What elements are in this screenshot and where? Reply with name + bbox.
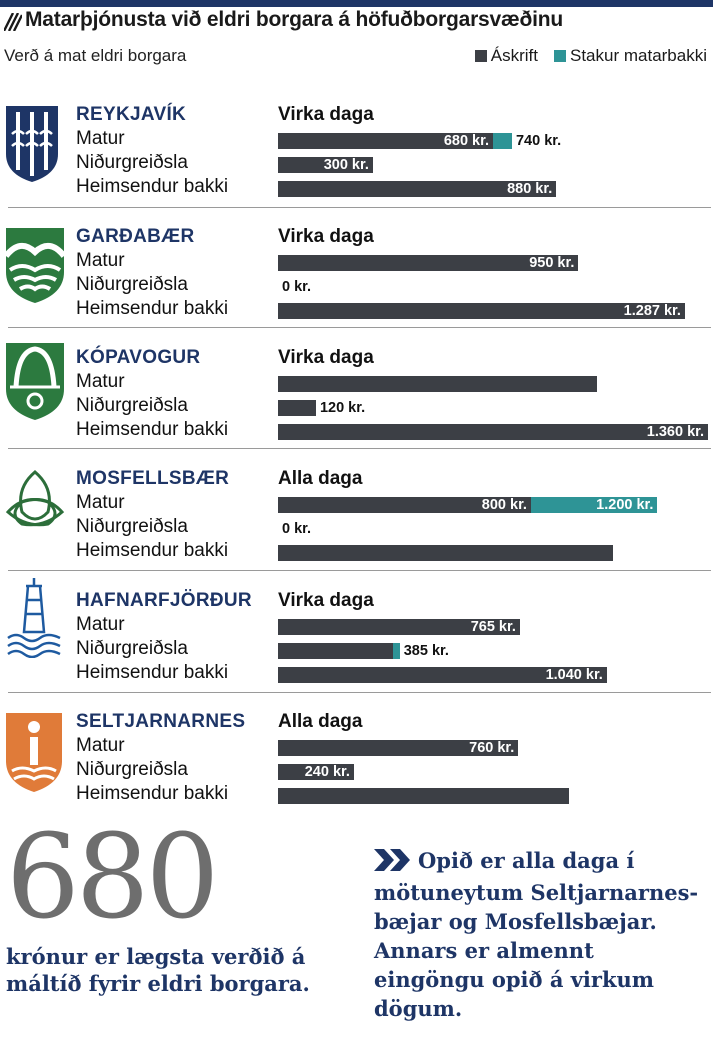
row-label: Niðurgreiðsla xyxy=(76,516,188,537)
row-label: Niðurgreiðsla xyxy=(76,274,188,295)
legend-item-single xyxy=(554,46,707,66)
period-label: Virka daga xyxy=(278,590,374,611)
bar-value-label: 300 kr. xyxy=(323,157,369,173)
municipality-name: HAFNARFJÖRÐUR xyxy=(76,590,252,611)
bar-value-label: 1.360 kr. xyxy=(646,424,704,440)
municipality-section xyxy=(0,104,713,225)
bar-value-label: 240 kr. xyxy=(304,764,350,780)
page-subtitle: Verð á mat eldri borgara xyxy=(4,46,187,65)
kopavogur-crest-icon xyxy=(4,341,66,426)
bar-single xyxy=(493,133,512,149)
municipality-section xyxy=(0,468,713,589)
bar-single xyxy=(393,643,399,659)
row-label: Niðurgreiðsla xyxy=(76,152,188,173)
bar-value-label: 800 kr. xyxy=(481,497,527,513)
hafnarfjordur-lighthouse-icon xyxy=(4,574,64,663)
gardabaer-crest-icon xyxy=(4,226,66,309)
reykjavik-crest-icon xyxy=(4,104,60,189)
highlight-number: 680 xyxy=(6,810,216,945)
row-label: Matur xyxy=(76,614,125,635)
bar-subscription xyxy=(278,400,316,416)
bar-value-label-single: 385 kr. xyxy=(403,643,449,659)
bar-value-label: 760 kr. xyxy=(469,740,515,756)
municipality-name: REYKJAVÍK xyxy=(76,104,187,125)
seltjarnarnes-crest-icon xyxy=(4,711,64,798)
row-label: Heimsendur bakki xyxy=(76,419,229,440)
legend-label-single: Stakur matarbakki xyxy=(570,46,707,65)
period-label: Virka daga xyxy=(278,226,374,247)
bar-value-label: 0 kr. xyxy=(282,521,312,537)
bar-value-label: 880 kr. xyxy=(507,181,553,197)
row-label: Niðurgreiðsla xyxy=(76,759,188,780)
top-accent-bar xyxy=(0,0,713,7)
bar-value-label-single: 1.200 kr. xyxy=(596,497,654,513)
page-title: Matarþjónusta við eldri borgara á höfuðborgarsvæðinu xyxy=(25,8,563,31)
municipality-section xyxy=(0,226,713,347)
legend xyxy=(465,46,707,66)
bar-subscription xyxy=(278,788,569,804)
info-note xyxy=(374,846,710,1023)
period-label: Virka daga xyxy=(278,347,374,368)
bar-value-label: 0 kr. xyxy=(282,279,312,295)
period-label: Alla daga xyxy=(278,711,363,732)
double-chevron-icon xyxy=(374,849,414,878)
legend-swatch-subscription xyxy=(475,50,487,62)
legend-item-subscription xyxy=(475,46,538,66)
legend-swatch-single xyxy=(554,50,566,62)
row-label: Heimsendur bakki xyxy=(76,540,229,561)
municipality-name: SELTJARNARNES xyxy=(76,711,246,732)
municipality-section xyxy=(0,347,713,468)
row-label: Matur xyxy=(76,250,125,271)
bar-subscription xyxy=(278,424,708,440)
bar-subscription xyxy=(278,643,393,659)
highlight-caption: krónur er lægsta verðið á máltíð fyrir eldri borgara. xyxy=(6,944,310,996)
row-label: Heimsendur bakki xyxy=(76,298,229,319)
row-label: Matur xyxy=(76,735,125,756)
row-label: Niðurgreiðsla xyxy=(76,638,188,659)
bar-value-label: 950 kr. xyxy=(529,255,575,271)
row-label: Heimsendur bakki xyxy=(76,662,229,683)
row-label: Matur xyxy=(76,492,125,513)
bar-value-label: 1.040 kr. xyxy=(545,667,603,683)
legend-label-subscription: Áskrift xyxy=(490,46,538,65)
municipality-section xyxy=(0,590,713,711)
row-label: Heimsendur bakki xyxy=(76,783,229,804)
diagonal-stripes-icon xyxy=(4,13,22,36)
mosfellsbaer-knot-icon xyxy=(4,468,66,535)
period-label: Virka daga xyxy=(278,104,374,125)
row-label: Heimsendur bakki xyxy=(76,176,229,197)
row-label: Niðurgreiðsla xyxy=(76,395,188,416)
bar-subscription xyxy=(278,545,613,561)
bar-value-label: 680 kr. xyxy=(443,133,489,149)
bar-value-label: 1.287 kr. xyxy=(623,303,681,319)
municipality-name: MOSFELLSBÆR xyxy=(76,468,230,489)
bar-value-label: 765 kr. xyxy=(470,619,516,635)
bar-subscription xyxy=(278,376,597,392)
municipality-name: KÓPAVOGUR xyxy=(76,347,201,368)
period-label: Alla daga xyxy=(278,468,363,489)
info-note-text: Opið er alla daga í mötuneytum Seltjarnarnes-bæjar og Mosfellsbæjar. Annars er almennt eingöngu opið á virkum dögum. xyxy=(374,848,699,1021)
bar-value-label: 120 kr. xyxy=(319,400,366,416)
municipality-name: GARÐABÆR xyxy=(76,226,195,247)
row-label: Matur xyxy=(76,128,125,149)
bar-value-label-single: 740 kr. xyxy=(515,133,562,149)
row-label: Matur xyxy=(76,371,125,392)
